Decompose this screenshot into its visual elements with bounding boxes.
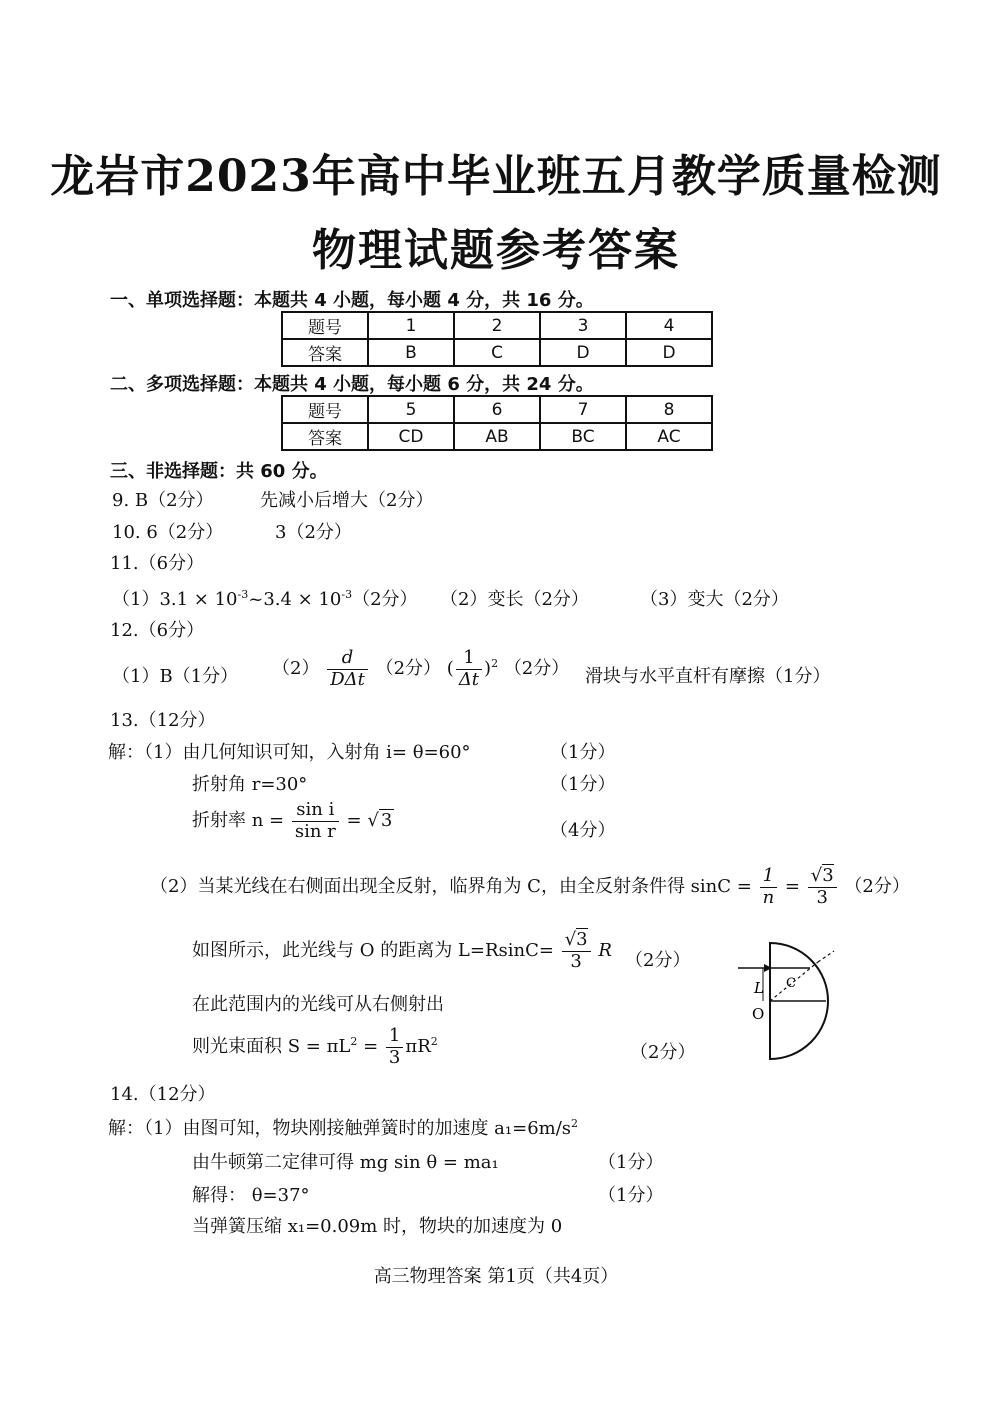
q12-p2-label: （2） xyxy=(272,658,320,680)
q11-head: 11.（6分） xyxy=(110,553,205,574)
question-number: 8 xyxy=(626,396,712,423)
answer-cell: D xyxy=(626,339,712,366)
main-title: 龙岩市2023年高中毕业班五月教学质量检测 xyxy=(50,151,942,202)
q14-line1: 解：（1）由图可知，物块刚接触弹簧时的加速度 $a_1=6m/s^2$ xyxy=(108,1117,579,1139)
q14-line3: 解得： θ=37° xyxy=(192,1185,310,1206)
answer-label: 答案 xyxy=(282,423,368,450)
q13-line4: （2）当某光线在右侧面出现全反射，临界角为 C，由全反射条件得 sinC = $\frac{1}{n}$ = $\frac{√3}{3}$ （2分） xyxy=(150,865,910,908)
sub-title: 物理试题参考答案 xyxy=(312,225,680,276)
answer-cell: B xyxy=(368,339,454,366)
q14-line2: 由牛顿第二定律可得 mg sin θ = ma₁ xyxy=(192,1152,499,1173)
table-row xyxy=(282,339,712,366)
page-footer: 高三物理答案 第1页（共4页） xyxy=(373,1266,619,1287)
q13-line2-score: （1分） xyxy=(550,774,616,795)
q13-line7-score: （2分） xyxy=(630,1042,696,1063)
semicircle-diagram xyxy=(730,935,850,1067)
q13-line3: 折射率 n = $\frac{\text{sin i}}{\text{sin r}}$ = √ 3 xyxy=(192,799,393,842)
answer-cell: AB xyxy=(454,423,540,450)
answer-table-2 xyxy=(281,395,713,451)
label-O: O xyxy=(752,1005,765,1023)
answer-label: 答案 xyxy=(282,339,368,366)
q13-line5-score: （2分） xyxy=(625,950,691,971)
q12-part2: （2） $\frac{d}{\text{DΔt}}$ （2分） ( $\frac{1}{\Delta t}$ )$^2$ （2分） xyxy=(272,647,570,690)
answer-cell: CD xyxy=(368,423,454,450)
section3-heading: 三、非选择题：共 60 分。 xyxy=(110,461,328,482)
q13-fraction-1n: $\frac{1}{n}$ xyxy=(760,866,778,908)
q13-line3-score: （4分） xyxy=(550,820,616,841)
header-label: 题号 xyxy=(282,396,368,423)
q14-line4: 当弹簧压缩 x₁=0.09m 时，物块的加速度为 0 xyxy=(192,1216,563,1237)
section2-heading: 二、多项选择题：本题共 4 小题，每小题 6 分，共 24 分。 xyxy=(110,374,594,395)
q13-line1: 解：（1）由几何知识可知，入射角 i= θ=60° xyxy=(108,742,471,763)
q11-p1-exp2: -3 xyxy=(341,588,353,601)
q13-fraction-sin: $\frac{\text{sin i}}{\text{sin r}}$ xyxy=(292,800,339,842)
q11-part2: （2）变长（2分） xyxy=(440,589,589,610)
question-number: 4 xyxy=(626,312,712,339)
question-number: 2 xyxy=(454,312,540,339)
label-L: L xyxy=(754,979,764,997)
q14-head: 14.（12分） xyxy=(110,1084,216,1105)
table-row xyxy=(282,312,712,339)
q9-answer-b: 先减小后增大（2分） xyxy=(260,490,434,511)
q10-answer-a: 10. 6（2分） xyxy=(112,522,224,543)
question-number: 7 xyxy=(540,396,626,423)
answer-cell: AC xyxy=(626,423,712,450)
q11-p1-score: （2分） xyxy=(352,589,418,610)
answer-cell: D xyxy=(540,339,626,366)
q13-line1-score: （1分） xyxy=(550,742,616,763)
q12-part4: 滑块与水平直杆有摩擦（1分） xyxy=(585,666,831,687)
q9-answer-a: 9. B（2分） xyxy=(112,490,214,511)
q13-head: 13.（12分） xyxy=(110,710,216,731)
q12-head: 12.（6分） xyxy=(110,620,205,641)
q13-fraction-root3-b: $\frac{√3}{3}$ xyxy=(562,930,591,972)
q13-line5: 如图所示，此光线与 O 的距离为 L=RsinC= $\frac{√3}{3}$ R xyxy=(192,929,612,972)
q13-line2: 折射角 r=30° xyxy=(192,774,308,795)
q13-fraction-root3: $\frac{√3}{3}$ xyxy=(808,866,837,908)
normal-extension xyxy=(818,951,834,962)
table-row xyxy=(282,423,712,450)
answer-table-1 xyxy=(281,311,713,367)
q12-p2-score: （2分） xyxy=(375,658,442,680)
q13-line6: 在此范围内的光线可从右侧射出 xyxy=(192,994,444,1015)
answer-cell: C xyxy=(454,339,540,366)
header-label: 题号 xyxy=(282,312,368,339)
question-number: 1 xyxy=(368,312,454,339)
q13-line7: 则光束面积 $S = \pi L^2$ = $\frac{1}{3}$ $\pi R^2$ xyxy=(192,1025,438,1068)
q11-p1-mid: ~3.4 × 10 xyxy=(248,589,342,610)
q10-answer-b: 3（2分） xyxy=(275,522,352,543)
label-C: C xyxy=(786,976,796,991)
question-number: 5 xyxy=(368,396,454,423)
q11-p1-prefix: （1）3.1 × 10 xyxy=(112,589,238,610)
question-number: 6 xyxy=(454,396,540,423)
q12-p3-score: （2分） xyxy=(503,658,570,680)
q11-part1 xyxy=(112,585,418,611)
table-row xyxy=(282,396,712,423)
q11-part3: （3）变大（2分） xyxy=(640,589,789,610)
q12-part1: （1）B（1分） xyxy=(112,666,239,687)
answer-cell: BC xyxy=(540,423,626,450)
question-number: 3 xyxy=(540,312,626,339)
section1-heading: 一、单项选择题：本题共 4 小题，每小题 4 分，共 16 分。 xyxy=(110,290,594,311)
q12-fraction-inv: $\frac{1}{\Delta t}$ xyxy=(456,648,482,690)
q14-line3-score: （1分） xyxy=(598,1185,664,1206)
q11-p1-exp1: -3 xyxy=(237,588,249,601)
q13-fraction-third: $\frac{1}{3}$ xyxy=(386,1026,403,1068)
q12-fraction-d: $\frac{d}{\text{DΔt}}$ xyxy=(327,648,368,690)
q14-line2-score: （1分） xyxy=(598,1152,664,1173)
